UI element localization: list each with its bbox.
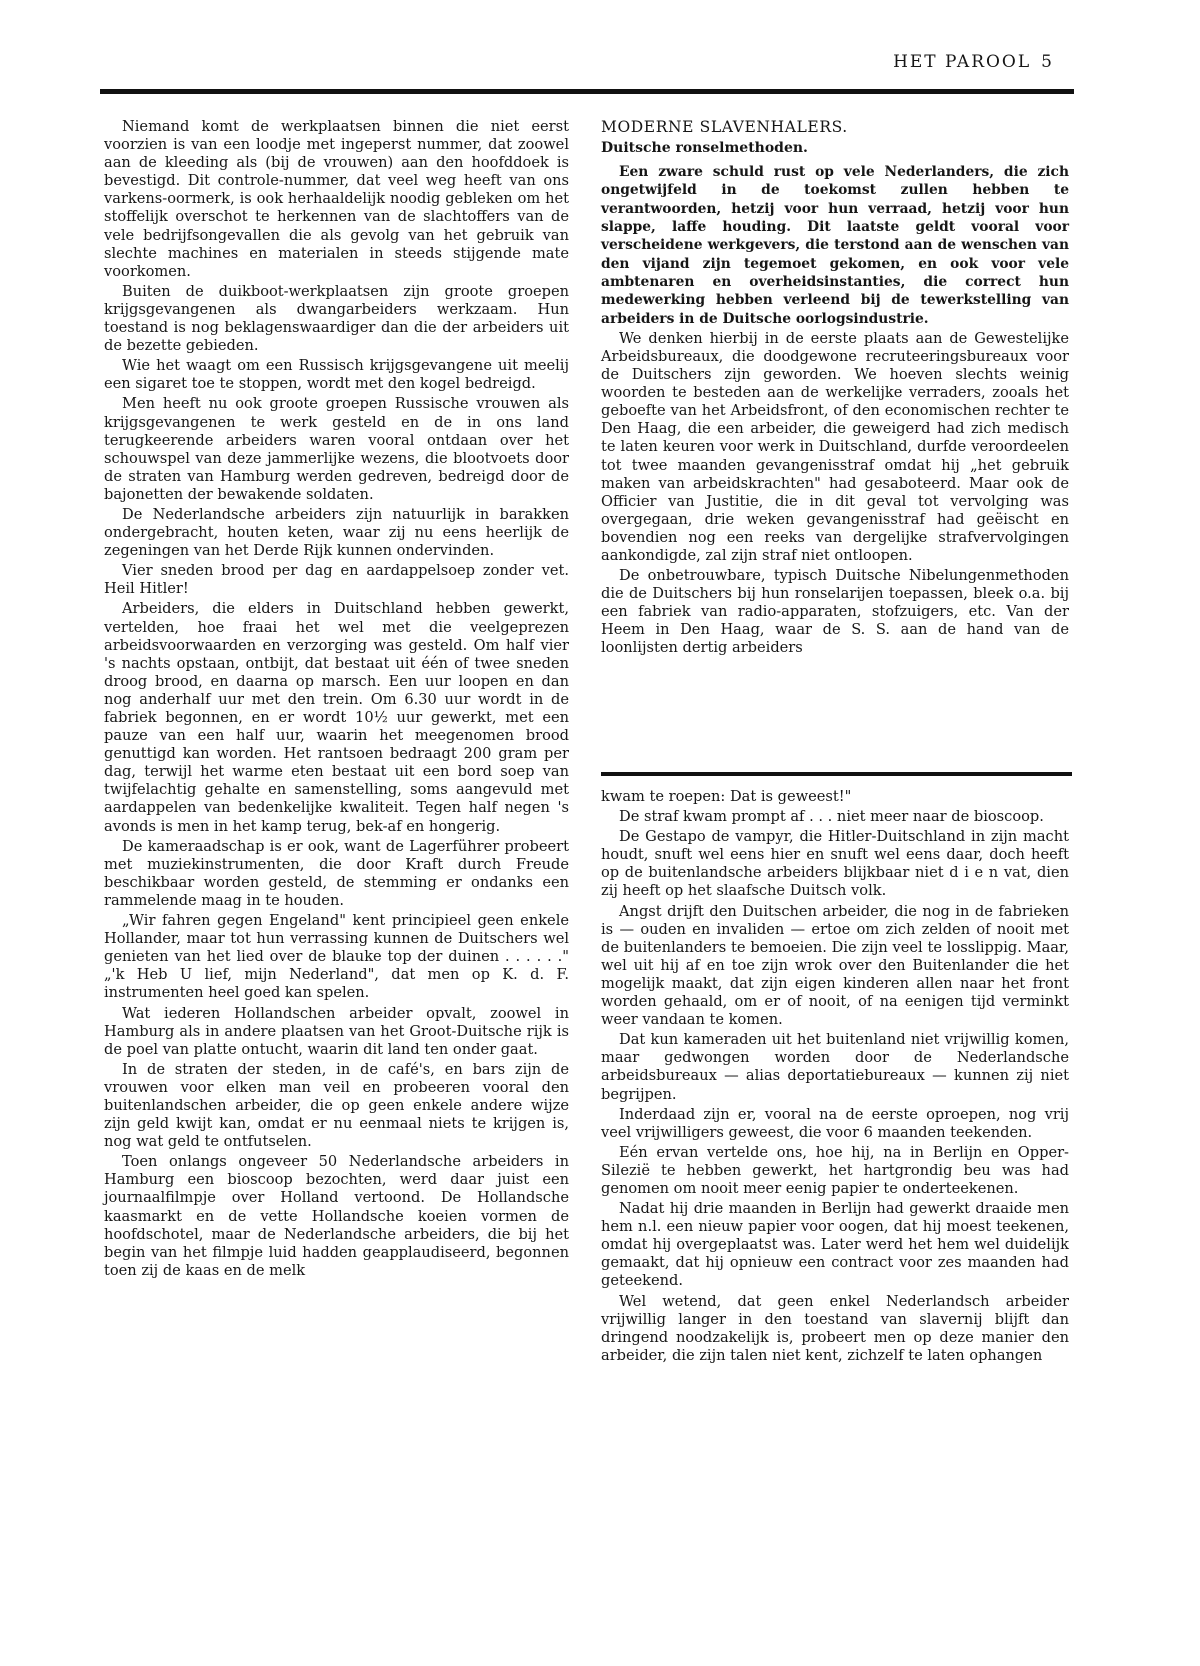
paragraph: De kameraadschap is er ook, want de Lagerführer probeert met muziekinstrumenten, die door Kraft durch Freude beschikbaar worden gesteld, de stemming er ondanks een rammelende maag in te houden.	[104, 837, 569, 909]
right-column-upper	[601, 118, 1069, 660]
left-column	[104, 118, 569, 1282]
lead-paragraph: Een zware schuld rust op vele Nederlanders, die zich ongetwijfeld in de toekomst zullen hebben te verantwoorden, hetzij voor hun verraad, hetzij voor hun slappe, laffe houding. Dit laatste geldt vooral voor verscheidene werkgevers, die terstond aan de wenschen van den vijand zijn tegemoet gekomen, en ook voor vele ambtenaren en overheidsinstanties, die correct hun medewerking hebben verleend bij de tewerkstelling van arbeiders in de Duitsche oorlogsindustrie.	[601, 164, 1069, 327]
paragraph: Vier sneden brood per dag en aardappelsoep zonder vet. Heil Hitler!	[104, 562, 569, 598]
paragraph: Dat kun kameraden uit het buitenland niet vrijwillig komen, maar gedwongen worden door de Nederlandsche arbeidsbureaux — alias deportatiebureaux — kunnen zij niet begrijpen.	[601, 1031, 1069, 1103]
paragraph: In de straten der steden, in de café's, en bars zijn de vrouwen voor elken man veil en probeeren vooral den buitenlandschen arbeider, die op geen enkele andere wijze zijn geld kwijt kan, omdat er nu eenmaal niets te krijgen is, nog wat geld te ontfutselen.	[104, 1060, 569, 1151]
newspaper-title: HET PAROOL	[893, 52, 1032, 72]
paragraph: De onbetrouwbare, typisch Duitsche Nibelungenmethoden die de Duitschers bij hun ronselarijen toepassen, bleek o.a. bij een fabriek van radio-apparaten, stofzuigers, etc. Van der Heem in Den Haag, waar de S. S. aan de hand van de loonlijsten dertig arbeiders	[601, 567, 1069, 657]
paragraph: Wel wetend, dat geen enkel Nederlandsch arbeider vrijwillig langer in den toestand van slavernij blijft dan dringend noodzakelijk is, probeert men op deze manier den arbeider, die zijn talen niet kent, zichzelf te laten ophangen	[601, 1292, 1069, 1364]
paragraph: De Nederlandsche arbeiders zijn natuurlijk in barakken ondergebracht, houten keten, waar zij nu eens heerlijk de zegeningen van het Derde Rijk kunnen ondervinden.	[104, 505, 569, 560]
paragraph: We denken hierbij in de eerste plaats aan de Gewestelijke Arbeidsbureaux, die doodgewone recruteeringsbureaux voor de Duitschers zijn geworden. We hoeven slechts weinig woorden te besteden aan de werkelijke verraders, zooals het geboefte van het Arbeidsfront, of den economischen rechter te Den Haag, die een arbeider, die geweigerd had zich medisch te laten keuren voor werk in Duitschland, durfde veroordeelen tot twee maanden gevangenisstraf omdat hij „het gebruik maken van arbeidskrachten" had gesaboteerd. Maar ook de Officier van Justitie, die in dit geval tot vervolging was overgegaan, drie weken gevangenisstraf had geëischt en bovendien nog een reeks van dergelijke strafvervolgingen aankondigde, zal zijn straf niet ontloopen.	[601, 329, 1069, 564]
paragraph: kwam te roepen: Dat is geweest!"	[601, 788, 852, 805]
paragraph: Inderdaad zijn er, vooral na de eerste oproepen, nog vrij veel vrijwilligers geweest, die voor 6 maanden teekenden.	[601, 1105, 1069, 1141]
page-number: 5	[1041, 52, 1052, 72]
paragraph: De straf kwam prompt af . . . niet meer naar de bioscoop.	[619, 808, 1044, 826]
paragraph: Toen onlangs ongeveer 50 Nederlandsche arbeiders in Hamburg een bioscoop bezochten, werd daar juist een journaalfilmpje over Holland vertoond. De Hollandsche kaasmarkt en de vette Hollandsche koeien vormen de hoofdschotel, maar de Nederlandsche arbeiders, die bij het begin van het filmpje luid hadden geapplaudiseerd, begonnen toen zij de kaas en de melk	[104, 1153, 569, 1279]
running-header	[893, 52, 1052, 72]
paragraph: Wat iederen Hollandschen arbeider opvalt, zoowel in Hamburg als in andere plaatsen van het Groot-Duitsche rijk is de poel van platte ontucht, waarin dit land ten onder gaat.	[104, 1004, 569, 1058]
column-divider-rule	[601, 772, 1072, 776]
article-subtitle: Duitsche ronselmethoden.	[601, 140, 808, 157]
paragraph: Wie het waagt om een Russisch krijgsgevangene uit meelij een sigaret toe te stoppen, wordt met den kogel bedreigd.	[104, 357, 569, 393]
paragraph: „Wir fahren gegen Engeland" kent principieel geen enkele Hollander, maar tot hun verrassing kunnen de Duitschers wel genieten van het lied over de blauke top der duinen . . . . . ." „'k Heb U lief, mijn Nederland", dat men op K. d. F. instrumenten heel goed kan spelen.	[104, 912, 569, 1002]
right-column-lower	[601, 788, 1069, 1367]
paragraph: Nadat hij drie maanden in Berlijn had gewerkt draaide men hem n.l. een nieuw papier voor oogen, dat hij moest teekenen, omdat hij overgeplaatst was. Later werd het hem wel duidelijk gemaakt, dat hij opnieuw een contract voor zes maanden had geteekend.	[601, 1200, 1069, 1290]
paragraph: Niemand komt de werkplaatsen binnen die niet eerst voorzien is van een loodje met ingeperst nummer, dat zoowel aan de kleeding als (bij de vrouwen) aan den hoofddoek is bevestigd. Dit controle-nummer, dat veel weg heeft van ons varkens-oormerk, is ook herhaaldelijk noodig gebleken om het stoffelijk overschot te herkennen van de slachtoffers van de vele bedrijfsongevallen die als gevolg van het gebruik van slechte machines en materialen in steeds stijgende mate voorkomen.	[104, 118, 569, 280]
article-title: MODERNE SLAVENHALERS.	[601, 118, 848, 136]
header-rule	[100, 89, 1074, 94]
paragraph: Men heeft nu ook groote groepen Russische vrouwen als krijgsgevangenen te werk gesteld en de in ons land terugkeerende arbeiders waren vooral ontdaan over het schouwspel van deze jammerlijke wezens, die blootvoets door de straten van Hamburg werden gedreven, bedreigd door de bajonetten der bewakende soldaten.	[104, 395, 569, 503]
paragraph: Angst drijft den Duitschen arbeider, die nog in de fabrieken is — ouden en invaliden — ertoe om zich zelden of nooit met de buitenlanders te bemoeien. Die zijn veel te losslippig. Maar, wel uit hij af en toe zijn wrok over den Buitenlander die het mogelijk maakt, dat zijn eigen kinderen allen naar het front worden gehaald, om er of nooit, of na eenigen tijd verminkt weer vandaan te komen.	[601, 902, 1069, 1029]
paragraph: De Gestapo de vampyr, die Hitler-Duitschland in zijn macht houdt, snuft wel eens hier en snuft wel eens daar, doch heeft op de buitenlandsche arbeiders blijkbaar niet d i e n vat, dien zij heeft op het slaafsche Duitsch volk.	[601, 828, 1069, 900]
paragraph: Buiten de duikboot-werkplaatsen zijn groote groepen krijgsgevangenen als dwangarbeiders werkzaam. Hun toestand is nog beklagenswaardiger dan die der arbeiders uit de bezette gebieden.	[104, 282, 569, 355]
paragraph: Eén ervan vertelde ons, hoe hij, na in Berlijn en Opper-Silezië te hebben gewerkt, het hartgrondig beu was had genomen om nooit meer eenig papier te onderteekenen.	[601, 1143, 1069, 1197]
paragraph: Arbeiders, die elders in Duitschland hebben gewerkt, vertelden, hoe fraai het wel met die veelgeprezen arbeidsvoorwaarden en verzorging was gesteld. Om half vier 's nachts opstaan, ontbijt, dat bestaat uit één of twee sneden droog brood, en daarna op marsch. Een uur loopen en dan nog anderhalf uur met den trein. Om 6.30 uur wordt in de fabriek begonnen, en er wordt 10½ uur gewerkt, met een pauze van een half uur, waarin het meegenomen brood genuttigd kan worden. Het rantsoen bedraagt 200 gram per dag, terwijl het warme eten bestaat uit een bord soep van twijfelachtig gehalte en samenstelling, soms aangevuld met aardappelen van bedenkelijke kwaliteit. Tegen half negen 's avonds is men in het kamp terug, bek-af en hongerig.	[104, 600, 569, 835]
